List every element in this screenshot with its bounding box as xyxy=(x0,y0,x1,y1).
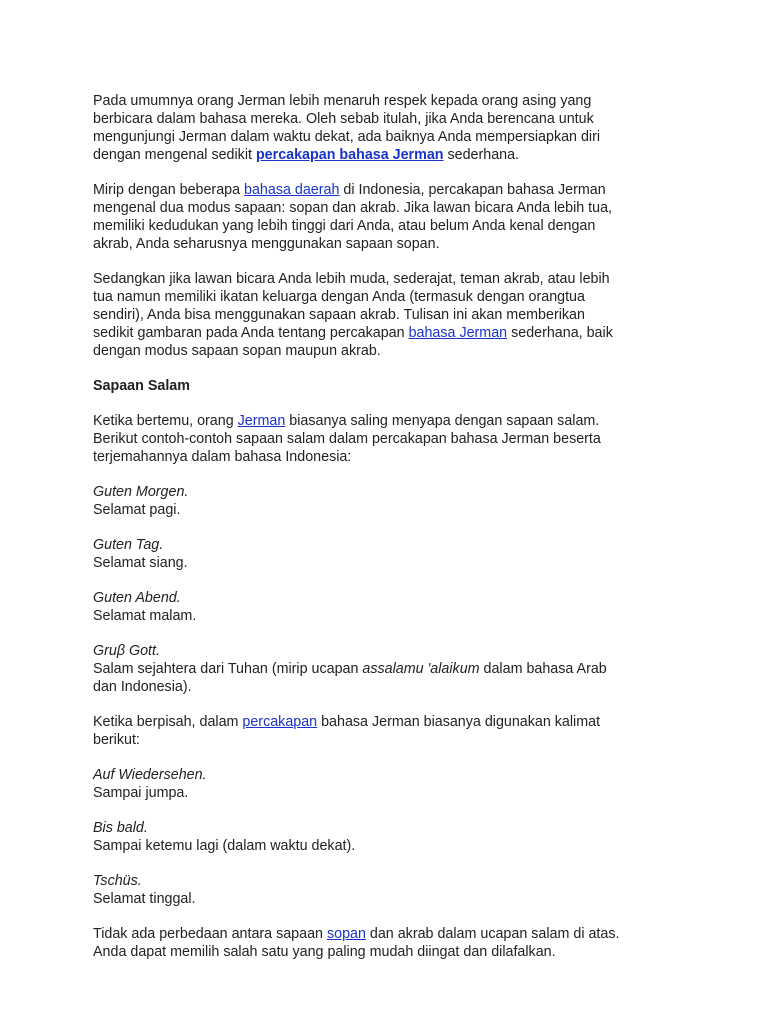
text-line: sendiri), Anda bisa menggunakan sapaan akrab. Tulisan ini akan memberikan xyxy=(93,307,585,323)
indonesian-translation: Selamat malam. xyxy=(93,608,197,624)
text-line xyxy=(93,925,693,943)
indonesian-translation: Sampai jumpa. xyxy=(93,785,189,801)
text-line xyxy=(93,412,693,430)
text-fragment: dan akrab dalam ucapan salam di atas. xyxy=(365,926,620,942)
greeting-entry xyxy=(93,483,693,519)
text-fragment: Tidak ada perbedaan antara sapaan xyxy=(93,926,327,942)
text-line: akrab, Anda seharusnya menggunakan sapaan sopan. xyxy=(93,236,440,252)
text-line: tua namun memiliki ikatan keluarga dengan Anda (termasuk dengan orangtua xyxy=(93,289,585,305)
modes-paragraph xyxy=(93,181,693,253)
closing-paragraph xyxy=(93,925,693,961)
text-fragment: Mirip dengan beberapa xyxy=(93,182,245,198)
indonesian-translation: Selamat pagi. xyxy=(93,502,181,518)
text-line xyxy=(93,324,693,342)
text-fragment: biasanya saling menyapa dengan sapaan salam. xyxy=(285,413,600,429)
section-heading: Sapaan Salam xyxy=(93,378,190,394)
link-percakapan-bahasa-jerman[interactable]: percakapan bahasa Jerman xyxy=(255,147,444,163)
text-fragment: sedikit gambaran pada Anda tentang percakapan xyxy=(93,325,409,341)
link-bahasa-daerah[interactable]: bahasa daerah xyxy=(244,182,340,198)
greeting-entry xyxy=(93,872,693,908)
text-fragment: Ketika bertemu, orang xyxy=(93,413,238,429)
text-fragment: sederhana, baik xyxy=(507,325,613,341)
german-phrase: Guten Abend. xyxy=(93,590,181,606)
german-phrase: Auf Wiedersehen. xyxy=(93,767,207,783)
text-fragment: Ketika berpisah, dalam xyxy=(93,714,243,730)
greeting-entry xyxy=(93,642,693,696)
greeting-entry xyxy=(93,536,693,572)
text-fragment: sederhana. xyxy=(443,147,520,163)
intro-paragraph xyxy=(93,92,693,164)
link-jerman[interactable]: Jerman xyxy=(237,413,286,429)
text-line: Berikut contoh-contoh sapaan salam dalam percakapan bahasa Jerman beserta xyxy=(93,431,601,447)
text-line xyxy=(93,181,693,199)
indonesian-translation: Selamat tinggal. xyxy=(93,891,196,907)
link-bahasa-jerman[interactable]: bahasa Jerman xyxy=(408,325,508,341)
text-line: memiliki kedudukan yang lebih tinggi dari Anda, atau belum Anda kenal dengan xyxy=(93,218,596,234)
text-line: Sedangkan jika lawan bicara Anda lebih muda, sederajat, teman akrab, atau lebih xyxy=(93,271,610,287)
text-line: berikut: xyxy=(93,732,140,748)
text-fragment: dalam bahasa Arab xyxy=(479,661,607,677)
text-line xyxy=(93,146,693,164)
indonesian-translation: Selamat siang. xyxy=(93,555,188,571)
informal-paragraph xyxy=(93,270,693,360)
german-phrase: Tschüs. xyxy=(93,873,142,889)
text-line: berbicara dalam bahasa mereka. Oleh sebab itulah, jika Anda berencana untuk xyxy=(93,111,594,127)
indonesian-translation xyxy=(93,660,693,678)
text-line xyxy=(93,713,693,731)
german-phrase: Guten Morgen. xyxy=(93,484,189,500)
text-fragment: Salam sejahtera dari Tuhan (mirip ucapan xyxy=(93,661,363,677)
text-line: mengunjungi Jerman dalam waktu dekat, ada baiknya Anda mempersiapkan diri xyxy=(93,129,601,145)
document-body xyxy=(93,92,693,961)
text-line: mengenal dua modus sapaan: sopan dan akrab. Jika lawan bicara Anda lebih tua, xyxy=(93,200,613,216)
link-percakapan[interactable]: percakapan xyxy=(242,714,318,730)
text-line: terjemahannya dalam bahasa Indonesia: xyxy=(93,449,352,465)
link-sopan[interactable]: sopan xyxy=(326,926,366,942)
greeting-intro-paragraph xyxy=(93,412,693,466)
german-phrase: Gruβ Gott. xyxy=(93,643,160,659)
text-fragment: bahasa Jerman biasanya digunakan kalimat xyxy=(317,714,601,730)
text-line: dengan modus sapaan sopan maupun akrab. xyxy=(93,343,381,359)
italic-phrase: assalamu 'alaikum xyxy=(362,661,480,677)
indonesian-translation: Sampai ketemu lagi (dalam waktu dekat). xyxy=(93,838,356,854)
text-line: Pada umumnya orang Jerman lebih menaruh respek kepada orang asing yang xyxy=(93,93,592,109)
text-line: dan Indonesia). xyxy=(93,679,192,695)
greeting-entry xyxy=(93,766,693,802)
text-fragment: di Indonesia, percakapan bahasa Jerman xyxy=(339,182,606,198)
text-line: Anda dapat memilih salah satu yang paling mudah diingat dan dilafalkan. xyxy=(93,944,556,960)
text-fragment: dengan mengenal sedikit xyxy=(93,147,256,163)
farewell-intro-paragraph xyxy=(93,713,693,749)
greeting-entry xyxy=(93,589,693,625)
german-phrase: Guten Tag. xyxy=(93,537,164,553)
greeting-entry xyxy=(93,819,693,855)
german-phrase: Bis bald. xyxy=(93,820,148,836)
